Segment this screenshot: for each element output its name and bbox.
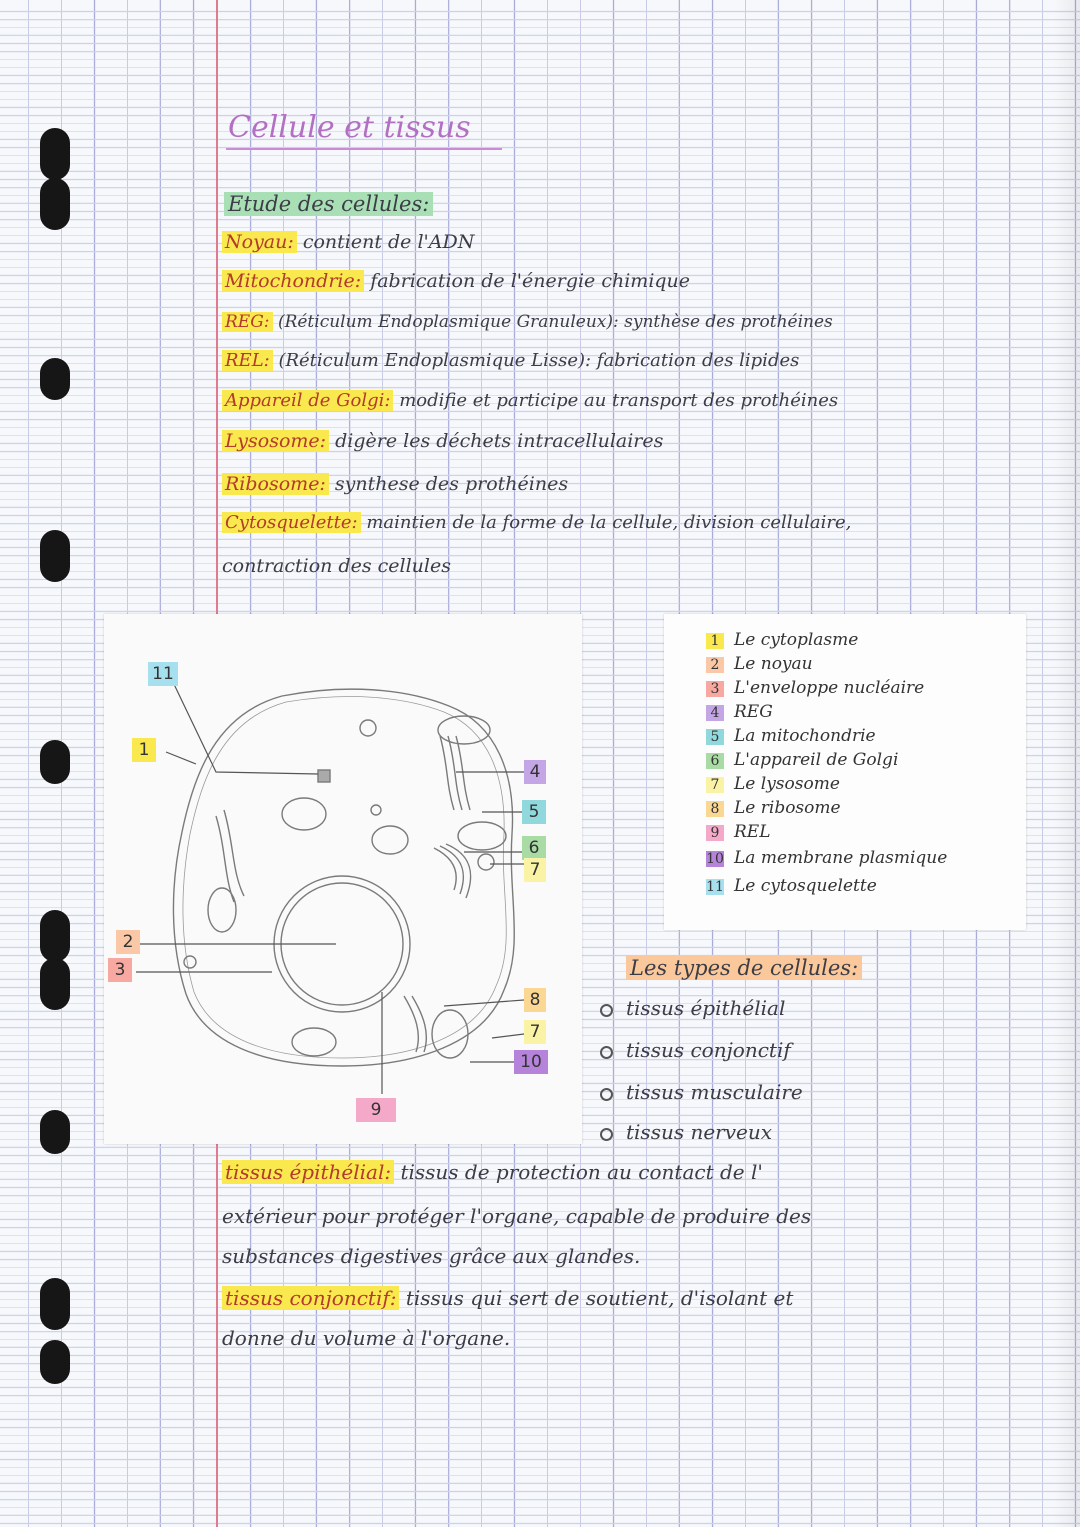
vesicle: [360, 720, 376, 736]
leader-line: [166, 752, 196, 764]
legend-label: REG: [734, 702, 773, 722]
tissue-conjunctive-line: donne du volume à l'organe.: [222, 1326, 511, 1350]
binder-hole: [40, 910, 70, 962]
cell-type-item: tissus conjonctif: [626, 1038, 791, 1062]
definition: (Réticulum Endoplasmique Lisse): fabrication des lipides: [278, 350, 800, 371]
binder-hole: [40, 958, 70, 1010]
mitochondria: [282, 798, 326, 830]
mitochondria: [458, 822, 506, 850]
cell-type-item: tissus musculaire: [626, 1080, 803, 1104]
diagram-tag-4: 4: [524, 760, 546, 784]
cell-type-item: tissus épithélial: [626, 996, 786, 1020]
legend-label: L'appareil de Golgi: [734, 750, 899, 770]
legend-number: 6: [706, 753, 724, 769]
study-heading-row: [224, 192, 433, 216]
tissue-conjunctive-line: [222, 1286, 793, 1310]
legend-item: [706, 848, 947, 868]
term: tissus conjonctif:: [222, 1286, 399, 1310]
legend-number: 7: [706, 777, 724, 793]
legend-number: 9: [706, 825, 724, 841]
diagram-tag-3: 3: [108, 958, 132, 982]
legend-item: [706, 822, 771, 842]
mitochondria: [432, 1010, 468, 1058]
diagram-tag-9: 9: [356, 1098, 396, 1122]
legend-number: 1: [706, 633, 724, 649]
page-shadow: [1054, 0, 1080, 1527]
mitochondria: [372, 826, 408, 854]
tissue-epithelial-line: [222, 1160, 763, 1184]
term: Noyau:: [222, 231, 297, 253]
bullet-icon: [600, 1004, 613, 1017]
term: REG:: [222, 312, 273, 332]
diagram-tag-1: 1: [132, 738, 156, 762]
legend-number: 3: [706, 681, 724, 697]
legend-item: [706, 678, 924, 698]
page-title: Cellule et tissus: [228, 110, 471, 145]
vesicle: [184, 956, 196, 968]
tissue-epithelial-line: extérieur pour protéger l'organe, capable de produire des: [222, 1204, 812, 1228]
study-line: [222, 473, 568, 495]
diagram-legend: [664, 614, 1026, 930]
term: tissus épithélial:: [222, 1160, 394, 1184]
mitochondria: [292, 1028, 336, 1056]
legend-label: Le ribosome: [734, 798, 841, 818]
legend-label: Le noyau: [734, 654, 813, 674]
cell-types-heading: Les types de cellules:: [626, 956, 862, 980]
legend-label: Le cytoplasme: [734, 630, 859, 650]
definition: synthese des prothéines: [334, 473, 569, 495]
cell-drawing: [104, 614, 582, 1144]
study-heading: Etude des cellules:: [224, 192, 433, 216]
legend-label: REL: [734, 822, 771, 842]
centrosome: [318, 770, 330, 782]
legend-item: [706, 798, 841, 818]
term: REL:: [222, 350, 273, 371]
legend-item: [706, 774, 840, 794]
definition: tissus de protection au contact de l': [400, 1160, 763, 1184]
plasma-membrane-inner: [183, 697, 506, 1058]
diagram-tag-6: 6: [522, 836, 546, 860]
definition: (Réticulum Endoplasmique Granuleux): synthèse des prothéines: [277, 312, 833, 332]
legend-number: 2: [706, 657, 724, 673]
definition: fabrication de l'énergie chimique: [370, 270, 691, 292]
definition: contient de l'ADN: [302, 231, 475, 253]
legend-number: 5: [706, 729, 724, 745]
tissue-epithelial-line: substances digestives grâce aux glandes.: [222, 1244, 641, 1268]
legend-label: La mitochondrie: [734, 726, 876, 746]
definition: maintien de la forme de la cellule, division cellulaire,: [366, 512, 852, 533]
legend-number: 4: [706, 705, 724, 721]
legend-number: 10: [706, 851, 724, 867]
title-underline: [226, 148, 502, 150]
diagram-tag-5: 5: [522, 800, 546, 824]
bullet-icon: [600, 1046, 613, 1059]
binder-hole: [40, 740, 70, 784]
binder-hole: [40, 1278, 70, 1330]
lysosome: [478, 854, 494, 870]
cell-diagram: [104, 614, 582, 1144]
legend-label: L'enveloppe nucléaire: [734, 678, 925, 698]
binder-hole: [40, 1340, 70, 1384]
legend-item: [706, 702, 773, 722]
binder-hole: [40, 530, 70, 582]
term: Lysosome:: [222, 430, 329, 452]
legend-number: 8: [706, 801, 724, 817]
study-line: [222, 312, 833, 332]
leader-line: [492, 1034, 524, 1038]
binder-hole: [40, 178, 70, 230]
study-line: [222, 430, 663, 452]
term: Ribosome:: [222, 473, 329, 495]
diagram-tag-11: 11: [148, 662, 178, 686]
study-line: [222, 350, 799, 371]
diagram-tag-8: 8: [524, 988, 546, 1012]
legend-label: La membrane plasmique: [734, 848, 948, 868]
definition: modifie et participe au transport des prothéines: [399, 390, 839, 411]
legend-label: Le cytosquelette: [734, 876, 877, 896]
legend-label: Le lysosome: [734, 774, 840, 794]
study-line: [222, 231, 474, 253]
cell-type-item: tissus nerveux: [626, 1120, 773, 1144]
mitochondria: [438, 716, 490, 744]
binder-holes: [40, 0, 90, 1527]
study-line: [222, 270, 690, 292]
term: Mitochondrie:: [222, 270, 364, 292]
leader-line: [444, 1000, 524, 1006]
vesicle: [371, 805, 381, 815]
binder-hole: [40, 128, 70, 180]
legend-item: [706, 630, 858, 650]
definition: digère les déchets intracellulaires: [335, 430, 664, 452]
legend-item: [706, 876, 877, 896]
bullet-icon: [600, 1088, 613, 1101]
legend-item: [706, 654, 813, 674]
study-line: [222, 390, 838, 411]
study-continuation: contraction des cellules: [222, 555, 451, 577]
binder-hole: [40, 1110, 70, 1154]
term: Appareil de Golgi:: [222, 390, 393, 411]
legend-item: [706, 726, 876, 746]
rel: [404, 996, 426, 1052]
legend-item: [706, 750, 898, 770]
definition: tissus qui sert de soutient, d'isolant et: [405, 1286, 794, 1310]
diagram-tag-7: 7: [524, 858, 546, 882]
legend-number: 11: [706, 879, 724, 895]
study-line: [222, 512, 851, 533]
binder-hole: [40, 358, 70, 400]
diagram-tag-10: 10: [514, 1050, 548, 1074]
reg: [440, 736, 470, 810]
term: Cytosquelette:: [222, 512, 361, 533]
diagram-tag-7b: 7: [524, 1020, 546, 1044]
bullet-icon: [600, 1128, 613, 1141]
cell-types-heading-row: [626, 956, 862, 980]
diagram-tag-2: 2: [116, 930, 140, 954]
